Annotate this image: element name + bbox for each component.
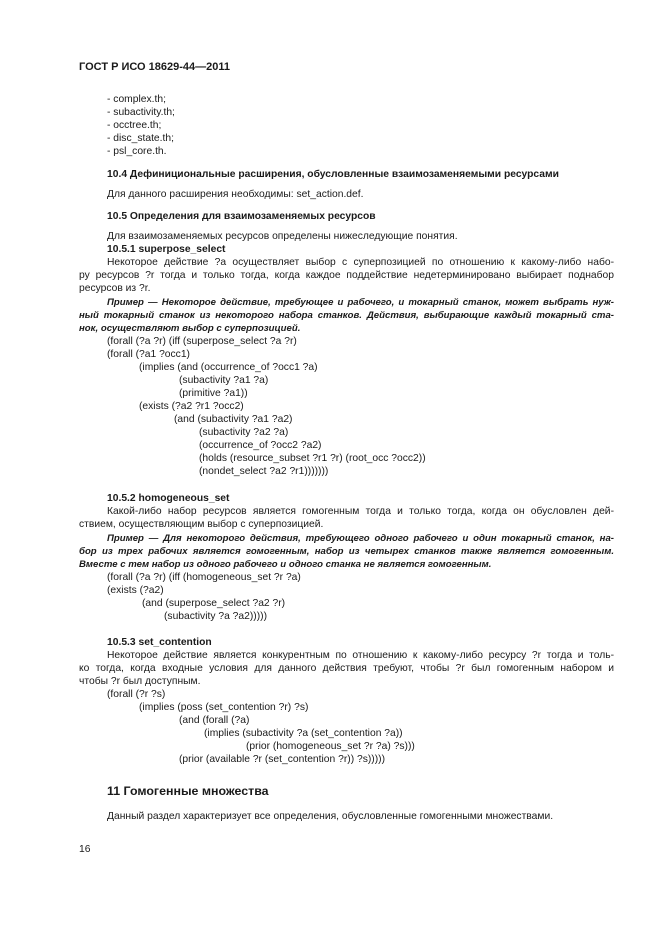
example-line: ный токарный станок из некоторого набора станков. Действия, выбирающие каждый токарный ста- xyxy=(79,310,614,321)
example-line: бор из трех рабочих является гомогенным, набор из четырех станков также является гомогенным. xyxy=(79,546,614,557)
section-10-5-1-title: 10.5.1 superpose_select xyxy=(107,244,226,255)
code-line: (primitive ?a1)) xyxy=(179,388,248,399)
list-item: - subactivity.th; xyxy=(107,107,175,118)
section-10-4-text: Для данного расширения необходимы: set_action.def. xyxy=(107,189,364,200)
code-line: (forall (?a ?r) (iff (superpose_select ?a ?r) xyxy=(107,336,297,347)
code-line: (subactivity ?a2 ?a) xyxy=(199,427,289,438)
list-item: - psl_core.th. xyxy=(107,146,167,157)
code-line: (exists (?a2 ?r1 ?occ2) xyxy=(139,401,244,412)
section-10-5-3-title: 10.5.3 set_contention xyxy=(107,637,212,648)
paragraph-line: Некоторое действие является конкурентным по отношению к какому-либо ресурсу ?r тогда и толь- xyxy=(107,650,614,661)
example-line: нок, осуществляют выбор с суперпозицией. xyxy=(79,323,301,334)
section-10-5-title: 10.5 Определения для взаимозаменяемых ресурсов xyxy=(107,211,376,222)
code-line: (implies (and (occurrence_of ?occ1 ?a) xyxy=(139,362,318,373)
code-line: (forall (?a ?r) (iff (homogeneous_set ?r ?a) xyxy=(107,572,301,583)
code-line: (occurrence_of ?occ2 ?a2) xyxy=(199,440,322,451)
code-line: (prior (homogeneous_set ?r ?a) ?s))) xyxy=(246,741,415,752)
code-line: (forall (?a1 ?occ1) xyxy=(107,349,190,360)
list-item: - disc_state.th; xyxy=(107,133,174,144)
section-11-title: 11 Гомогенные множества xyxy=(107,784,269,798)
code-line: (forall (?r ?s) xyxy=(107,689,166,700)
list-item: - occtree.th; xyxy=(107,120,162,131)
example-line: Пример — Для некоторого действия, требующего одного рабочего и один токарный станок, на- xyxy=(107,533,614,544)
section-10-5-text: Для взаимозаменяемых ресурсов определены нижеследующие понятия. xyxy=(107,231,458,242)
code-line: (and (superpose_select ?a2 ?r) xyxy=(142,598,286,609)
section-11-text: Данный раздел характеризует все определения, обусловленные гомогенными множествами. xyxy=(107,811,554,822)
paragraph-line: ствием, осуществляющим выбор с суперпозицией. xyxy=(79,519,324,530)
code-line: (and (subactivity ?a1 ?a2) xyxy=(174,414,293,425)
page-number: 16 xyxy=(79,844,91,855)
code-line: (and (forall (?a) xyxy=(179,715,250,726)
code-line: (nondet_select ?a2 ?r1))))))) xyxy=(199,466,329,477)
code-line: (exists (?a2) xyxy=(107,585,164,596)
code-line: (prior (available ?r (set_contention ?r)) ?s))))) xyxy=(179,754,386,765)
code-line: (subactivity ?a ?a2))))) xyxy=(164,611,267,622)
section-10-4-title: 10.4 Дефинициональные расширения, обусловленные взаимозаменяемыми ресурсами xyxy=(107,169,559,180)
paragraph-line: ресурсов из ?r. xyxy=(79,283,151,294)
paragraph-line: ру ресурсов ?r тогда и только тогда, когда каждое поддействие недетерминировано выбирает поднабор xyxy=(79,270,614,281)
document-header: ГОСТ Р ИСО 18629-44—2011 xyxy=(79,61,231,73)
paragraph-line: Какой-либо набор ресурсов является гомогенным тогда и только тогда, когда он обусловлен дей- xyxy=(107,506,614,517)
paragraph-line: чтобы ?r был доступным. xyxy=(79,676,201,687)
paragraph-line: ко тогда, когда входные условия для данного действия требуют, чтобы ?r был гомогенным набором и xyxy=(79,663,614,674)
code-line: (implies (poss (set_contention ?r) ?s) xyxy=(139,702,309,713)
code-line: (implies (subactivity ?a (set_contention ?a)) xyxy=(204,728,403,739)
code-line: (holds (resource_subset ?r1 ?r) (root_occ ?occ2)) xyxy=(199,453,426,464)
example-line: Вместе с тем набор из одного рабочего и одного станка не является гомогенным. xyxy=(79,559,492,570)
example-line: Пример — Некоторое действие, требующее и рабочего, и токарный станок, может выбрать нуж- xyxy=(107,297,614,308)
list-item: - complex.th; xyxy=(107,94,166,105)
section-10-5-2-title: 10.5.2 homogeneous_set xyxy=(107,493,230,504)
code-line: (subactivity ?a1 ?a) xyxy=(179,375,269,386)
paragraph-line: Некоторое действие ?a осуществляет выбор с суперпозицией по отношению к какому-либо набо- xyxy=(107,257,614,268)
